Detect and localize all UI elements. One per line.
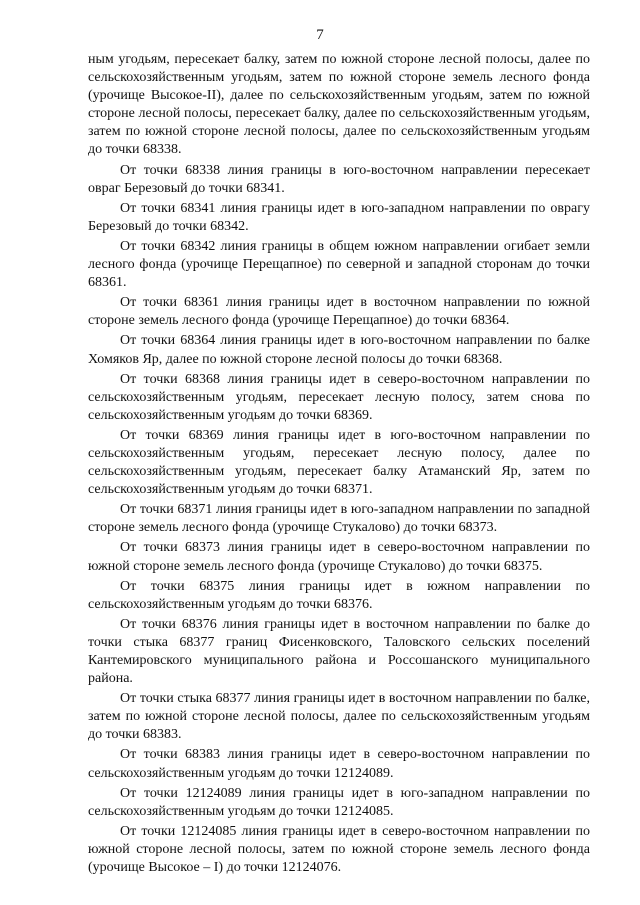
paragraph: От точки 68364 линия границы идет в юго-восточном направлении по балке Хомяков Яр, далее по южной стороне лесной полосы до точки 68368. xyxy=(88,333,590,367)
paragraph-continued: ным угодьям, пересекает балку, затем по южной стороне лесной полосы, далее по сельскохозяйственным угодьям, затем по южной стороне земель лесного фонда (урочище Высокое-II), далее по сельскохозяйственным угодьям, затем по южной стороне лесной полосы, пересекает балку, далее по сельскохозяйственным угодьям, затем по южной стороне лесной полосы, далее по сельскохозяйственным угодьям до точки 68338. xyxy=(88,52,590,158)
paragraph: От точки 68341 линия границы идет в юго-западном направлении по оврагу Березовый до точки 68342. xyxy=(88,200,590,234)
paragraph: От точки 68371 линия границы идет в юго-западном направлении по западной стороне земель лесного фонда (урочище Стукалово) до точки 68373. xyxy=(88,502,590,536)
page-number: 7 xyxy=(316,27,324,43)
paragraph: От точки 68376 линия границы идет в восточном направлении по балке до точки стыка 68377 границ Фисенковского, Таловского сельских поселений Кантемировского муниципального района и Россошанского муниципального района. xyxy=(88,616,590,687)
paragraph: От точки 68383 линия границы идет в северо-восточном направлении по сельскохозяйственным угодьям до точки 12124089. xyxy=(88,747,590,781)
paragraph: От точки 68361 линия границы идет в восточном направлении по южной стороне земель лесного фонда (урочище Перещапное) до точки 68364. xyxy=(88,295,590,329)
paragraph: От точки 68342 линия границы в общем южном направлении огибает земли лесного фонда (урочище Перещапное) по северной и западной сторонам до точки 68361. xyxy=(88,238,590,291)
paragraph: От точки 68368 линия границы идет в северо-восточном направлении по сельскохозяйственным угодьям, пересекает лесную полосу, затем снова по сельскохозяйственным угодьям до точки 68369. xyxy=(88,371,590,423)
paragraph: От точки 68338 линия границы в юго-восточном направлении пересекает овраг Березовый до точки 68341. xyxy=(88,162,590,196)
paragraph: От точки 12124089 линия границы идет в юго-западном направлении по сельскохозяйственным угодьям до точки 12124085. xyxy=(88,785,590,819)
document-body xyxy=(88,51,590,879)
paragraph: От точки 12124085 линия границы идет в северо-восточном направлении по южной стороне лесной полосы, затем по южной стороне земель лесного фонда (урочище Высокое – I) до точки 12124076. xyxy=(88,823,590,876)
paragraph: От точки стыка 68377 линия границы идет в восточном направлении по балке, затем по южной стороне лесной полосы, далее по сельскохозяйственным угодьям до точки 68383. xyxy=(88,691,590,743)
paragraph: От точки 68375 линия границы идет в южном направлении по сельскохозяйственным угодьям до точки 68376. xyxy=(88,578,590,612)
paragraph: От точки 68373 линия границы идет в северо-восточном направлении по южной стороне земель лесного фонда (урочище Стукалово) до точки 68375. xyxy=(88,540,590,574)
paragraph: От точки 68369 линия границы идет в юго-восточном направлении по сельскохозяйственным угодьям, пересекает лесную полосу, далее по сельскохозяйственным угодьям, пересекает балку Атаманский Яр, затем по сельскохозяйственным угодьям до точки 68371. xyxy=(88,427,590,498)
